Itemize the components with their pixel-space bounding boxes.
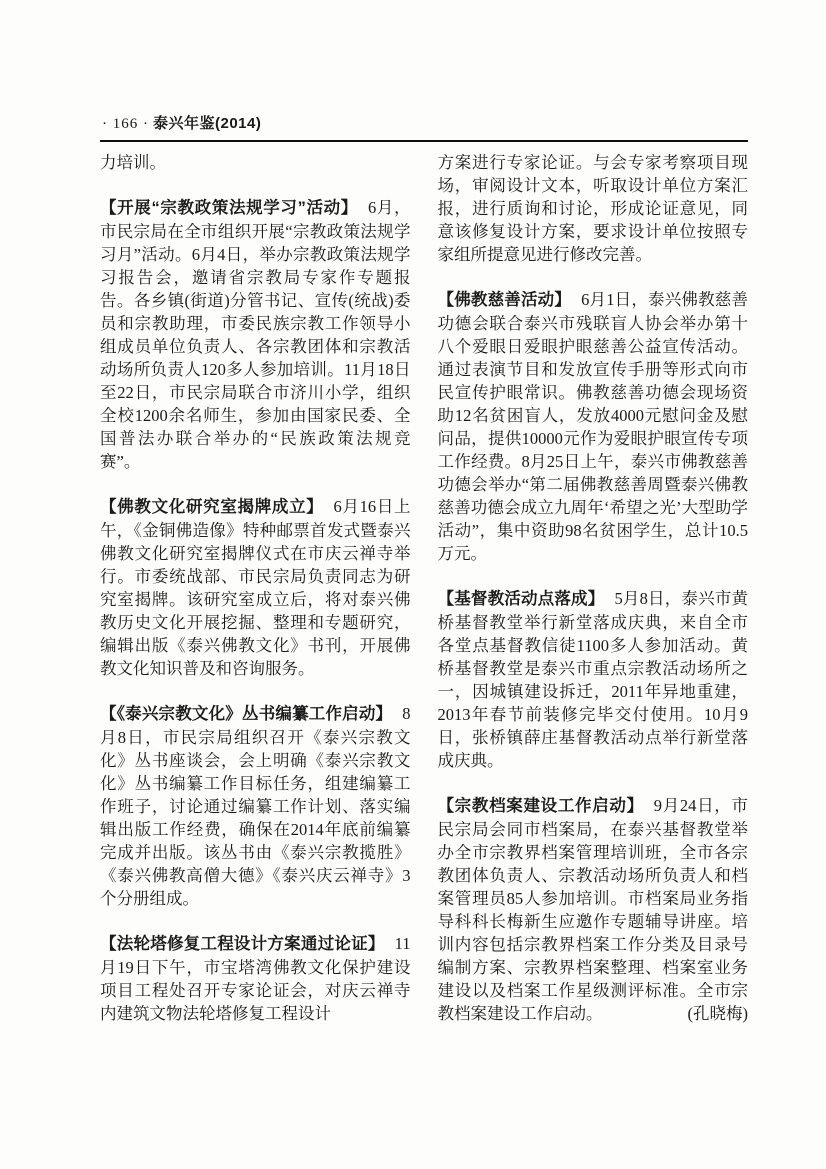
yearbook-entry [100,196,411,473]
entry-body: 方案进行专家论证。与会专家考察项目现场，审阅设计文本，听取设计单位方案汇报，进行质询和讨论，形成论证意见，同意该修复设计方案，要求设计单位按照专家组所提意见进行修改完善。 [437,153,748,264]
yearbook-entry [438,794,749,1025]
yearbook-entry [100,495,411,680]
entry-body: 8月8日，市民宗局组织召开《泰兴宗教文化》丛书座谈会，会上明确《泰兴宗教文化》丛书编纂工作目标任务，组建编纂工作班子，讨论通过编纂工作计划、落实编辑出版工作经费，确保在2014年底前编纂完成并出版。该丛书由《泰兴宗教揽胜》《泰兴佛教高僧大德》《泰兴庆云禅寺》3个分册组成。 [100,704,411,908]
yearbook-entry [438,288,749,565]
yearbook-entry [438,587,749,772]
entry-title: 【基督教活动点落成】 [437,590,605,608]
entry-body: 6月16日上午，《金铜佛造像》特种邮票首发式暨泰兴佛教文化研究室揭牌仪式在市庆云禅寺举行。市委统战部、市民宗局负责同志为研究室揭牌。该研究室成立后，将对泰兴佛教历史文化开展挖掘、整理和专题研究，编辑出版《泰兴佛教文化》书刊，开展佛教文化知识普及和咨询服务。 [100,497,411,678]
continuation-paragraph [100,151,411,174]
page-number-label: · 166 · [102,116,149,132]
entry-title: 【佛教文化研究室揭牌成立】 [100,498,324,516]
entry-body: 6月，市民宗局在全市组织开展“宗教政策法规学习月”活动。6月4日，举办宗教政策法规学习报告会，邀请省宗教局专家作专题报告。各乡镇(街道)分管书记、宣传(统战)委员和宗教助理，市委民族宗教工作领导小组成员单位负责人、各宗教团体和宗教活动场所负责人120多人参加培训。11月18日至22日，市民宗局联合市济川小学，组织全校1200余名师生，参加由国家民委、全国普法办联合举办的“民族政策法规竞赛”。 [100,198,411,471]
entry-title: 【《泰兴宗教文化》丛书编纂工作启动】 [100,705,393,723]
right-column [438,151,749,1025]
entry-body: 力培训。 [100,153,166,172]
entry-body: 9月24日，市民宗局会同市档案局，在泰兴基督教堂举办全市宗教界档案管理培训班，全市各宗教团体负责人、宗教活动场所负责人和档案管理员85人参加培训。市档案局业务指导科科长梅新生应邀作专题辅导讲座。培训内容包括宗教界档案工作分类及目录号编制方案、宗教界档案整理、档案室业务建设以及档案工作星级测评标准。全市宗教档案建设工作启动。 [437,796,749,1023]
entry-body: 6月1日，泰兴佛教慈善功德会联合泰兴市残联盲人协会举办第十八个爱眼日爱眼护眼慈善公益宣传活动。通过表演节目和发放宣传手册等形式向市民宣传护眼常识。佛教慈善功德会现场资助12名贫困盲人，发放4000元慰问金及慰问品，提供10000元作为爱眼护眼宣传专项工作经费。8月25日上午，泰兴市佛教慈善功德会举办“第二届佛教慈善周暨泰兴佛教慈善功德会成立九周年‘希望之光’大型助学活动”，集中资助98名贫困学生，总计10.5万元。 [437,290,749,563]
continuation-paragraph [438,151,749,266]
page-content [100,112,748,1025]
page-header [100,112,748,133]
entry-title: 【佛教慈善活动】 [437,291,572,309]
yearbook-entry [100,702,411,910]
entry-title: 【法轮塔修复工程设计方案通过论证】 [100,935,385,953]
book-title: 泰兴年鉴(2014) [153,115,262,132]
entry-title: 【宗教档案建设工作启动】 [437,797,644,815]
text-columns [100,151,748,1025]
yearbook-entry [100,932,411,1025]
entry-title: 【开展“宗教政策法规学习”活动】 [100,199,358,217]
entry-body: 11月19日下午，市宝塔湾佛教文化保护建设项目工程处召开专家论证会，对庆云禅寺内建筑文物法轮塔修复工程设计 [100,934,411,1023]
entry-body: 5月8日，泰兴市黄桥基督教堂举行新堂落成庆典，来自全市各堂点基督教信徒1100多人参加活动。黄桥基督教堂是泰兴市重点宗教活动场所之一，因城镇建设拆迁，2011年异地重建，2013年春节前装修完毕交付使用。10月9日，张桥镇薛庄基督教活动点举行新堂落成庆典。 [437,589,749,770]
entry-byline: (孔晓梅) [687,1004,748,1023]
left-column [100,151,411,1025]
header-rule [100,140,748,142]
